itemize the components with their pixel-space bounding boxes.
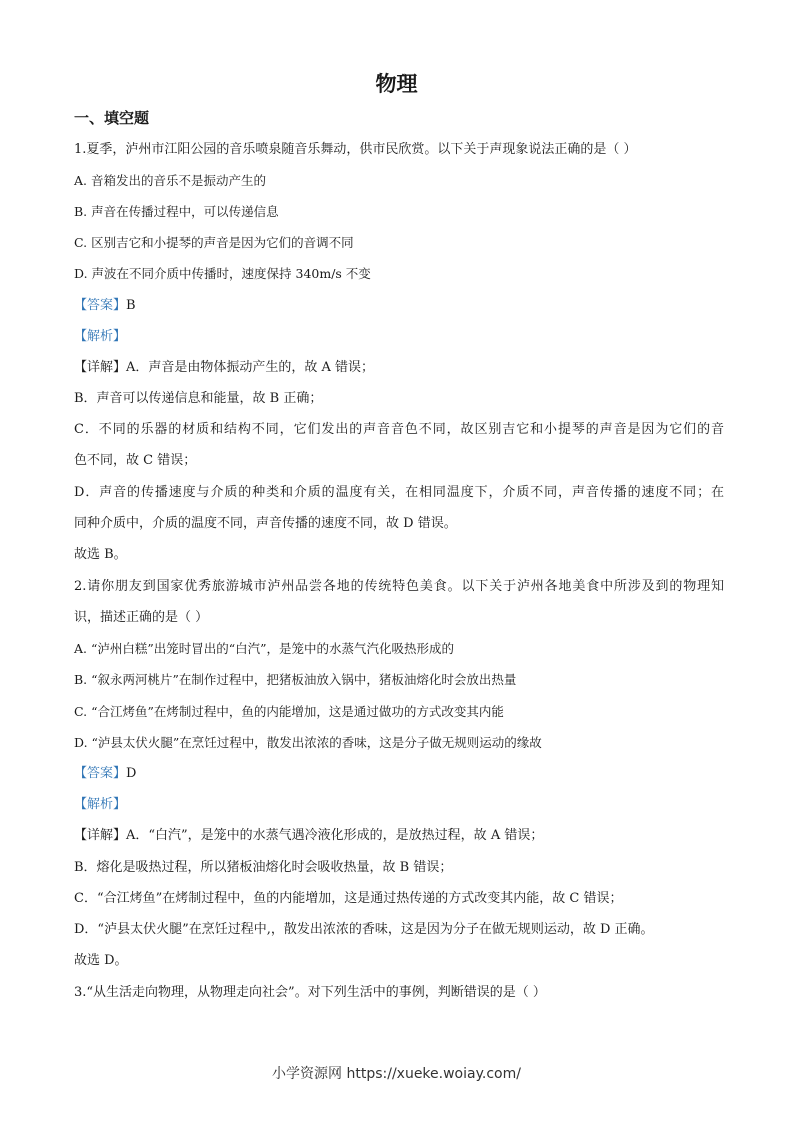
q2-detail-line: C．“合江烤鱼”在烤制过程中，鱼的内能增加，这是通过热传递的方式改变其内能，故 C 错误； — [74, 891, 623, 906]
footer-watermark: 小学资源网 https://xueke.woiay.com/ — [272, 1066, 521, 1082]
q2-option-d: D. “泸县太伏火腿”在烹饪过程中，散发出浓浓的香味，这是分子做无规则运动的缘故 — [74, 735, 542, 750]
q1-detail-line: B．声音可以传递信息和能量，故 B 正确； — [74, 391, 323, 406]
q1-option-a: A. 音箱发出的音乐不是振动产生的 — [74, 173, 266, 188]
q2-analysis-label: 【解析】 — [74, 797, 127, 812]
q2-option-a: A. “泸州白糕”出笼时冒出的“白汽”，是笼中的水蒸气汽化吸热形成的 — [74, 641, 455, 656]
q3-stem: 3.“从生活走向物理，从物理走向社会”。对下列生活中的事例，判断错误的是（ ） — [74, 985, 546, 1000]
section-heading: 一、填空题 — [74, 109, 150, 127]
q2-detail-line: 【详解】A．“白汽”，是笼中的水蒸气遇冷液化形成的，是放热过程，故 A 错误； — [74, 828, 544, 843]
q2-stem-line: 2.请你朋友到国家优秀旅游城市泸州品尝各地的传统特色美食。以下关于泸州各地美食中所涉及到的物理知 — [74, 579, 724, 594]
q1-option-b: B. 声音在传播过程中，可以传递信息 — [74, 204, 279, 219]
q2-detail-line: B．熔化是吸热过程，所以猪板油熔化时会吸收热量，故 B 错误； — [74, 860, 453, 875]
q2-stem-line: 识，描述正确的是（ ） — [74, 610, 209, 625]
q1-detail-line: 故选 B。 — [74, 547, 127, 562]
q2-option-c: C. “合江烤鱼”在烤制过程中，鱼的内能增加，这是通过做功的方式改变其内能 — [74, 704, 504, 719]
q1-detail-line: 色不同，故 C 错误； — [74, 453, 197, 468]
answer-value: D — [126, 766, 137, 781]
q2-option-b: B. “叙永两河桃片”在制作过程中，把猪板油放入锅中，猪板油熔化时会放出热量 — [74, 672, 517, 687]
q1-answer — [74, 298, 724, 314]
q1-detail-line: 同种介质中，介质的温度不同，声音传播的速度不同，故 D 错误。 — [74, 516, 457, 531]
q1-stem: 1.夏季，泸州市江阳公园的音乐喷泉随音乐舞动，供市民欣赏。以下关于声现象说法正确的是（ ） — [74, 142, 637, 157]
answer-label: 【答案】 — [74, 766, 127, 781]
q1-detail-line: C．不同的乐器的材质和结构不同，它们发出的声音音色不同，故区别吉它和小提琴的声音是因为它们的音 — [74, 422, 724, 437]
q1-option-c: C. 区别吉它和小提琴的声音是因为它们的音调不同 — [74, 235, 354, 250]
q1-option-d: D. 声波在不同介质中传播时，速度保持 340m/s 不变 — [74, 266, 371, 281]
q2-answer — [74, 766, 724, 782]
q2-detail-line: 故选 D。 — [74, 953, 128, 968]
q1-detail-line: 【详解】A．声音是由物体振动产生的，故 A 错误； — [74, 360, 375, 375]
answer-value: B — [126, 298, 136, 313]
answer-label: 【答案】 — [74, 298, 127, 313]
q1-analysis-label: 【解析】 — [74, 329, 127, 344]
q2-detail-line: D．“泸县太伏火腿”在烹饪过程中,，散发出浓浓的香味，这是因为分子在做无规则运动，故 D 正确。 — [74, 922, 654, 937]
q1-detail-line: D．声音的传播速度与介质的种类和介质的温度有关，在相同温度下，介质不同，声音传播的速度不同；在 — [74, 485, 724, 500]
page-title: 物理 — [375, 72, 418, 96]
